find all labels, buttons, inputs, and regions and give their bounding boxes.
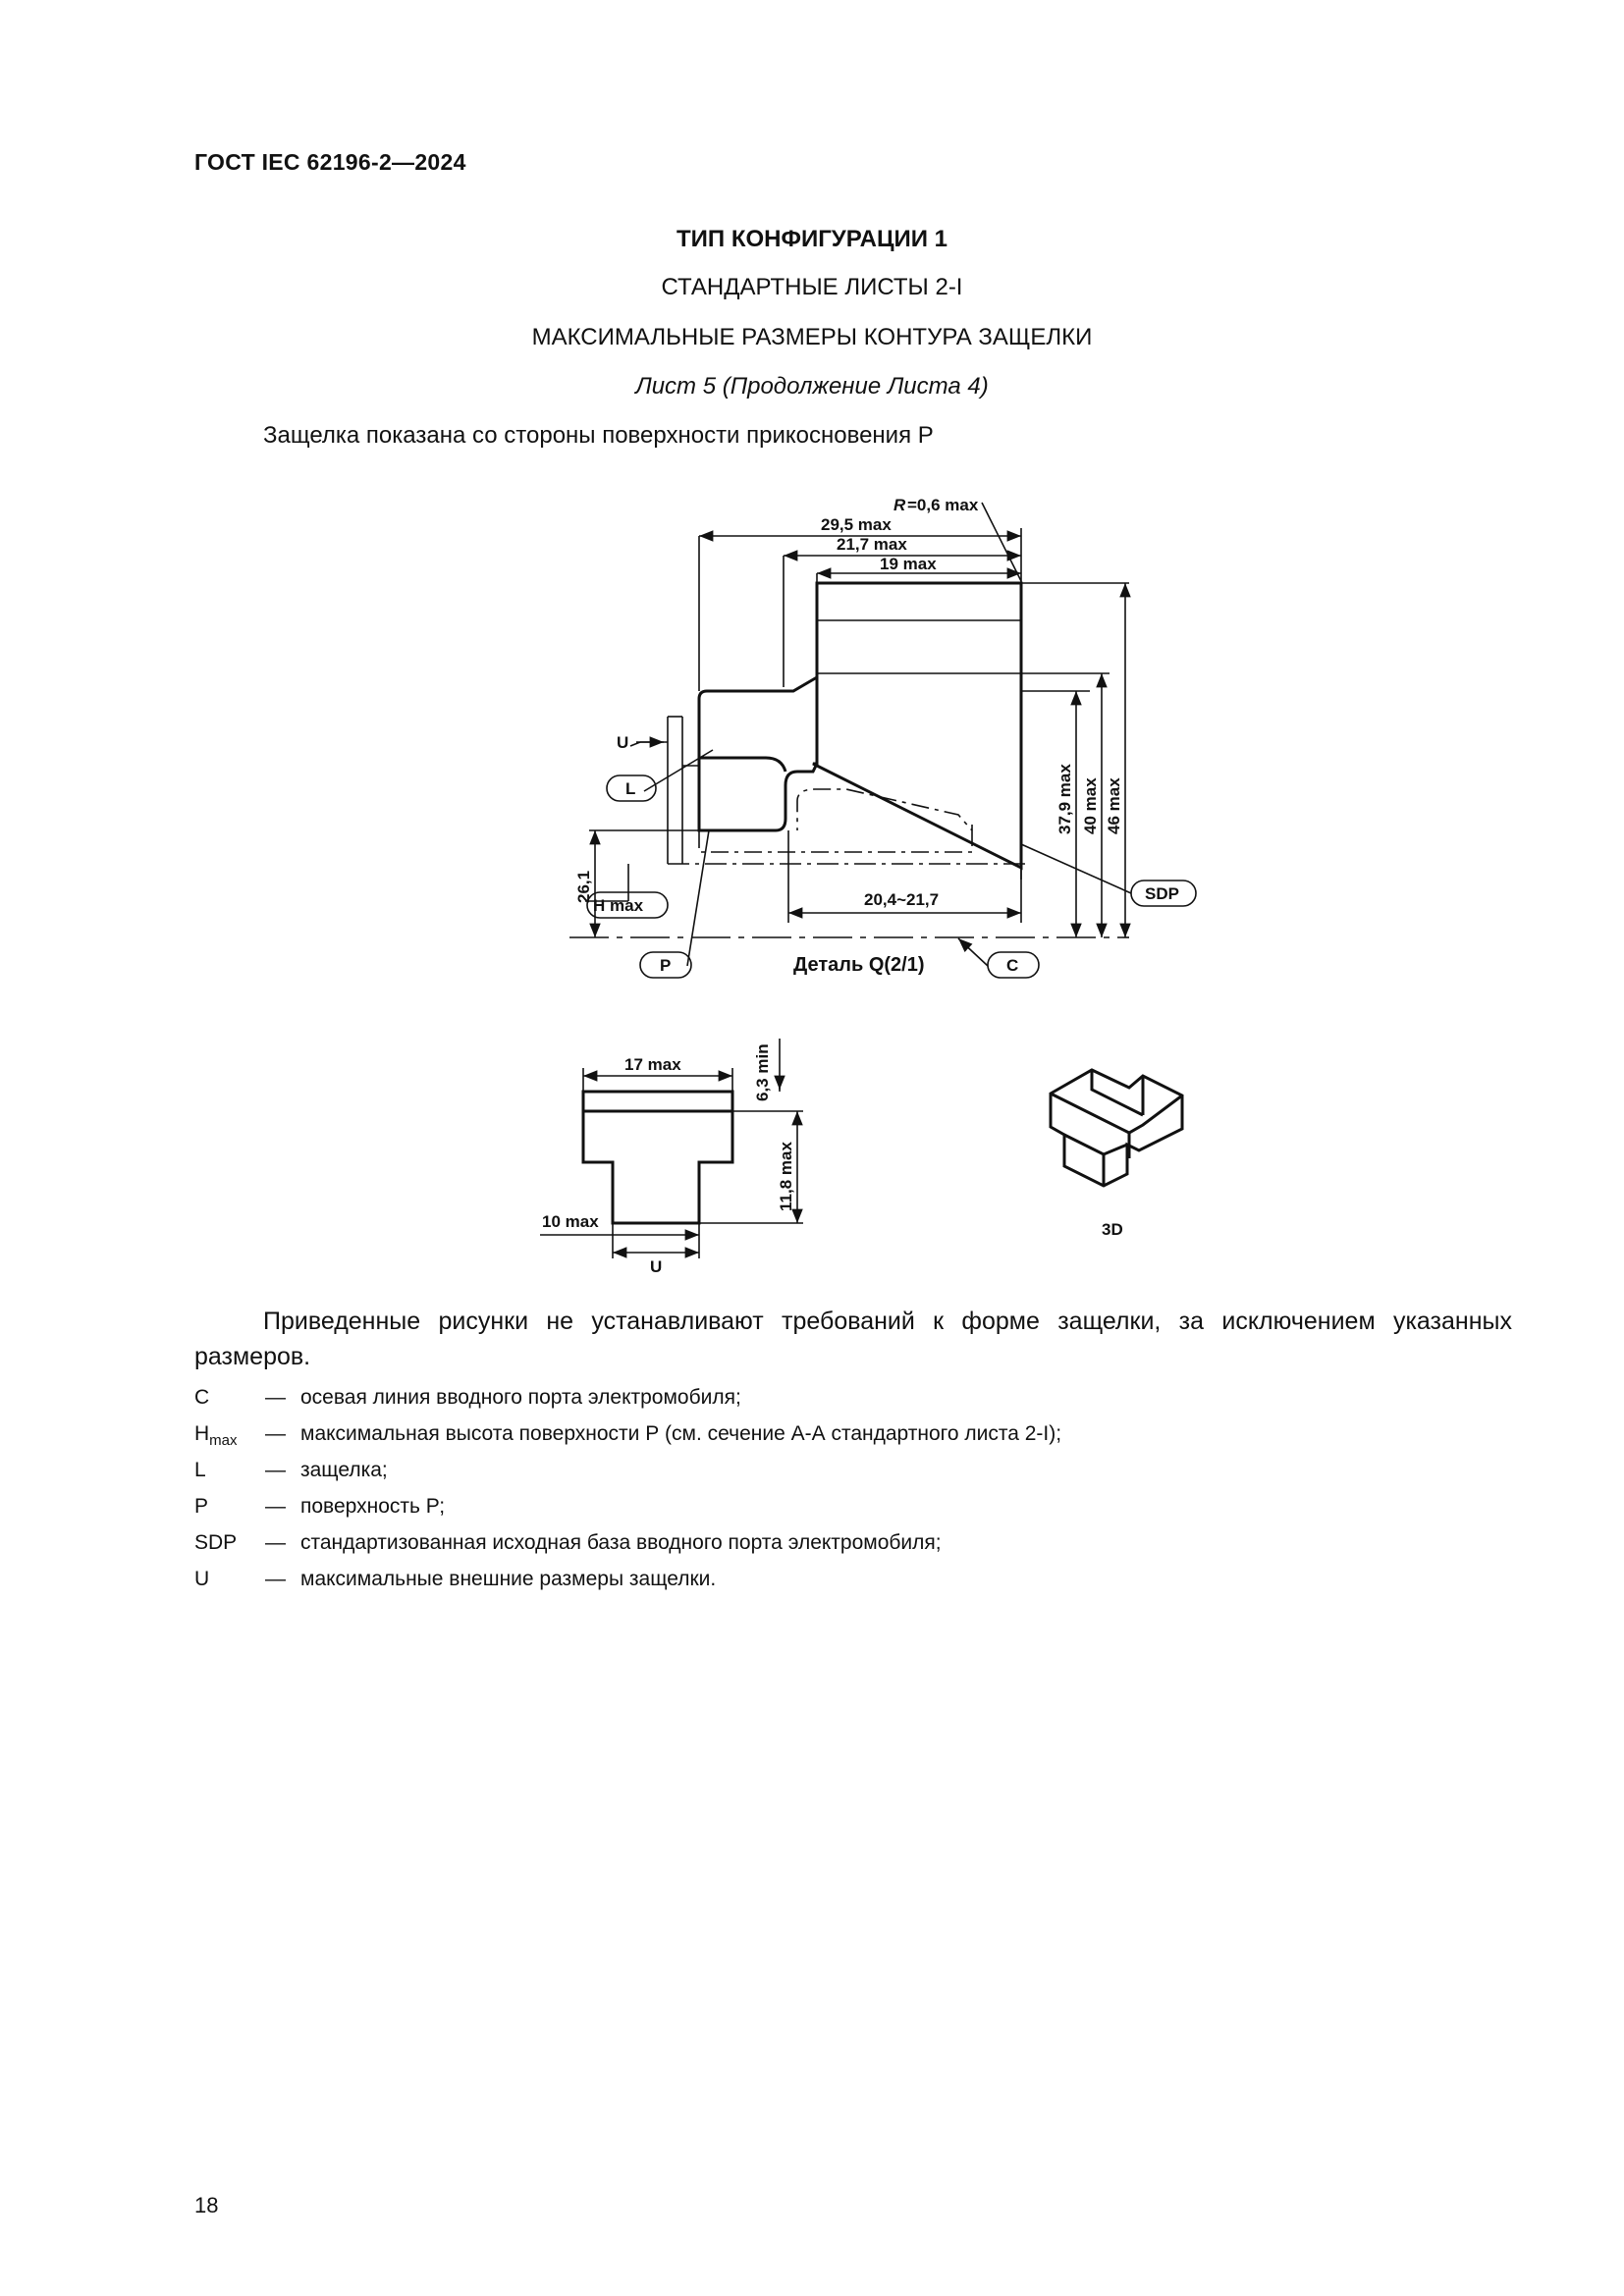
drawing-label: 6,3 min — [753, 1043, 772, 1101]
title-subject: МАКСИМАЛЬНЫЕ РАЗМЕРЫ КОНТУРА ЗАЩЕЛКИ — [531, 324, 1093, 350]
drawing-label: 29,5 max — [821, 515, 892, 534]
legend-description: защелка; — [300, 1459, 388, 1481]
intro-text: Защелка показана со стороны поверхности прикосновения P — [263, 422, 934, 449]
document-header: ГОСТ IEC 62196-2—2024 — [194, 149, 466, 175]
drawing-label: 19 max — [880, 555, 937, 573]
title-config: ТИП КОНФИГУРАЦИИ 1 — [676, 226, 948, 252]
legend-dash: — — [265, 1459, 286, 1481]
latch-body-outline — [813, 583, 1021, 868]
drawing-label: H max — [593, 896, 644, 915]
legend-dash: — — [265, 1531, 286, 1554]
drawing-label: P — [660, 956, 672, 975]
phantom-outline — [699, 789, 972, 852]
legend-dash: — — [265, 1495, 286, 1518]
legend-dash: — — [265, 1568, 286, 1590]
drawing-label: 10 max — [542, 1212, 599, 1231]
drawing-label: 40 max — [1081, 777, 1100, 834]
legend-description: осевая линия вводного порта электромобиля; — [300, 1386, 741, 1409]
drawing-label: 11,8 max — [777, 1142, 795, 1211]
legend-description: максимальные внешние размеры защелки. — [300, 1568, 717, 1590]
legend-description: поверхность Р; — [300, 1495, 446, 1518]
legend-description: стандартизованная исходная база вводного порта электромобиля; — [300, 1531, 942, 1554]
page-number: 18 — [194, 2193, 219, 2217]
drawing-label: 46 max — [1105, 777, 1123, 834]
legend-symbol: $H_{max}$ — [194, 1422, 238, 1450]
title-sheets: СТАНДАРТНЫЕ ЛИСТЫ 2-I — [661, 274, 963, 300]
drawing-label: =0,6 max — [907, 496, 979, 514]
note-paragraph: Приведенные рисунки не устанавливают требований к форме защелки, за исключением указанных размеров. — [194, 1308, 1512, 1370]
drawing-label: C — [1006, 956, 1019, 975]
drawing-label: Деталь Q(2/1) — [793, 954, 925, 976]
latch-3d-sketch — [1051, 1070, 1182, 1186]
drawing-label: 21,7 max — [837, 535, 907, 554]
drawing-label: 26,1 — [574, 870, 593, 903]
drawing-label: 3D — [1102, 1220, 1123, 1239]
legend-dash: — — [265, 1422, 286, 1445]
drawing-label: L — [625, 779, 636, 798]
legend-description: максимальная высота поверхности Р (см. сечение А-А стандартного листа 2-I); — [300, 1422, 1062, 1445]
legend-symbol: P — [194, 1495, 209, 1518]
drawing-label: SDP — [1145, 884, 1179, 903]
title-sheet-number: Лист 5 (Продолжение Листа 4) — [635, 373, 989, 400]
drawing-label: 37,9 max — [1056, 764, 1074, 834]
latch-head-outline — [699, 677, 817, 830]
legend-symbol: U — [194, 1568, 210, 1590]
drawing-label: U — [617, 733, 629, 752]
drawing-label: 20,4~21,7 — [864, 890, 940, 909]
drawing-label: R — [893, 496, 906, 514]
drawing-label: U — [650, 1257, 663, 1276]
legend-symbol: C — [194, 1386, 210, 1409]
legend-symbol: L — [194, 1459, 206, 1481]
drawing-label: 17 max — [624, 1055, 681, 1074]
legend-dash: — — [265, 1386, 286, 1409]
legend-symbol: SDP — [194, 1531, 238, 1554]
